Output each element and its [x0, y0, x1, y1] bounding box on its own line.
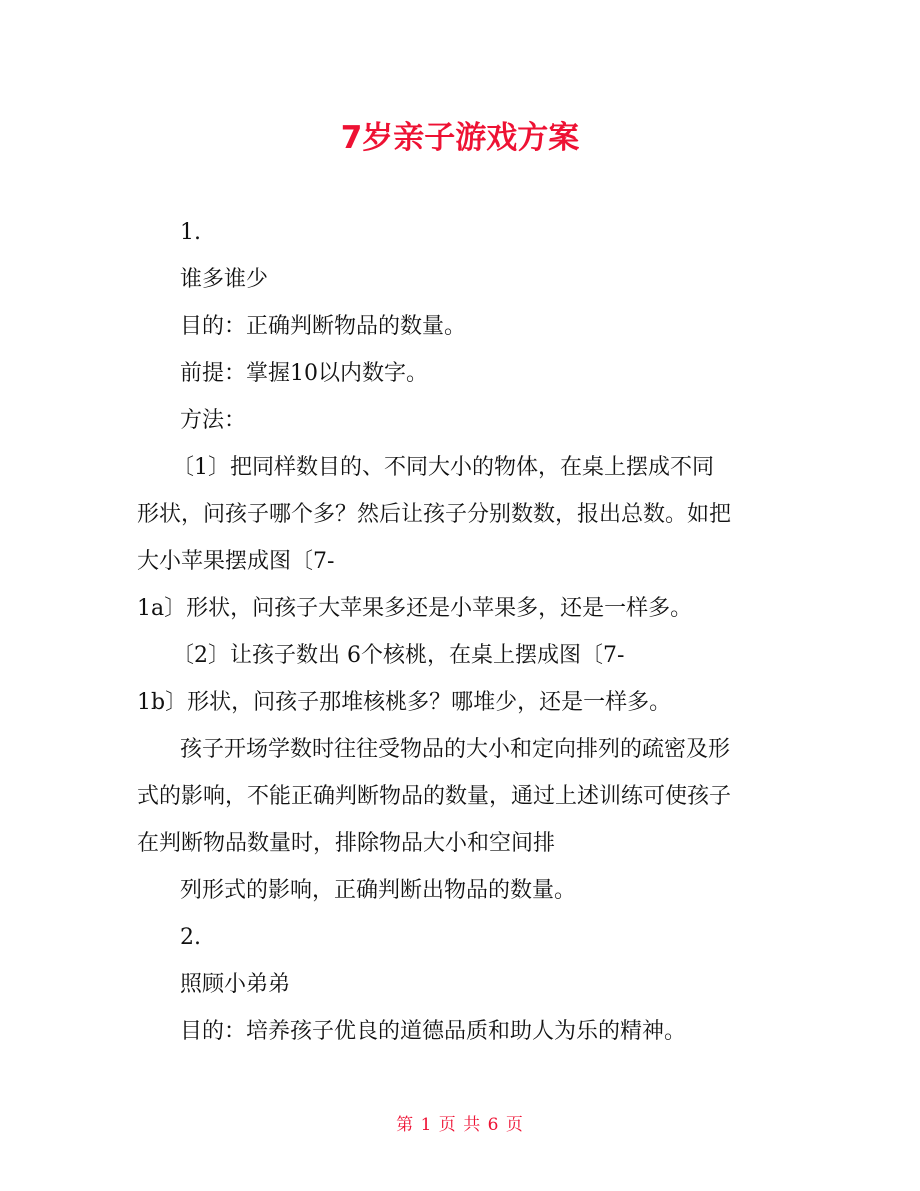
section-number-1: 1.	[180, 220, 201, 245]
page-footer: 第 1 页 共 6 页	[396, 1115, 524, 1135]
paragraph-line: 孩子开场学数时往往受物品的大小和定向排列的疏密及形	[180, 737, 731, 762]
purpose-line-2: 目的：培养孩子优良的道德品质和助人为乐的精神。	[180, 1019, 687, 1044]
prerequisite-line: 前提：掌握10以内数字。	[180, 361, 428, 386]
paragraph-line: 〔2〕让孩子数出 6个核桃，在桌上摆成图〔7-	[172, 643, 625, 668]
paragraph-line: 1a〕形状，问孩子大苹果多还是小苹果多，还是一样多。	[137, 596, 693, 621]
document-title: 7岁亲子游戏方案	[340, 120, 580, 156]
purpose-line-1: 目的：正确判断物品的数量。	[180, 314, 467, 339]
paragraph-line: 在判断物品数量时，排除物品大小和空间排	[137, 831, 556, 856]
section-heading-2: 照顾小弟弟	[180, 972, 291, 997]
paragraph-line: 形状，问孩子哪个多？然后让孩子分别数数，报出总数。如把	[137, 502, 732, 527]
section-heading-1: 谁多谁少	[180, 267, 269, 292]
paragraph-line: 1b〕形状，问孩子那堆核桃多？哪堆少，还是一样多。	[137, 690, 672, 715]
paragraph-line: 大小苹果摆成图〔7-	[137, 549, 335, 574]
method-label: 方法：	[180, 408, 247, 433]
section-number-2: 2.	[180, 925, 201, 950]
paragraph-line: 列形式的影响，正确判断出物品的数量。	[180, 878, 577, 903]
paragraph-line: 〔1〕把同样数目的、不同大小的物体，在桌上摆成不同	[172, 455, 714, 480]
paragraph-line: 式的影响，不能正确判断物品的数量，通过上述训练可使孩子	[137, 784, 732, 809]
